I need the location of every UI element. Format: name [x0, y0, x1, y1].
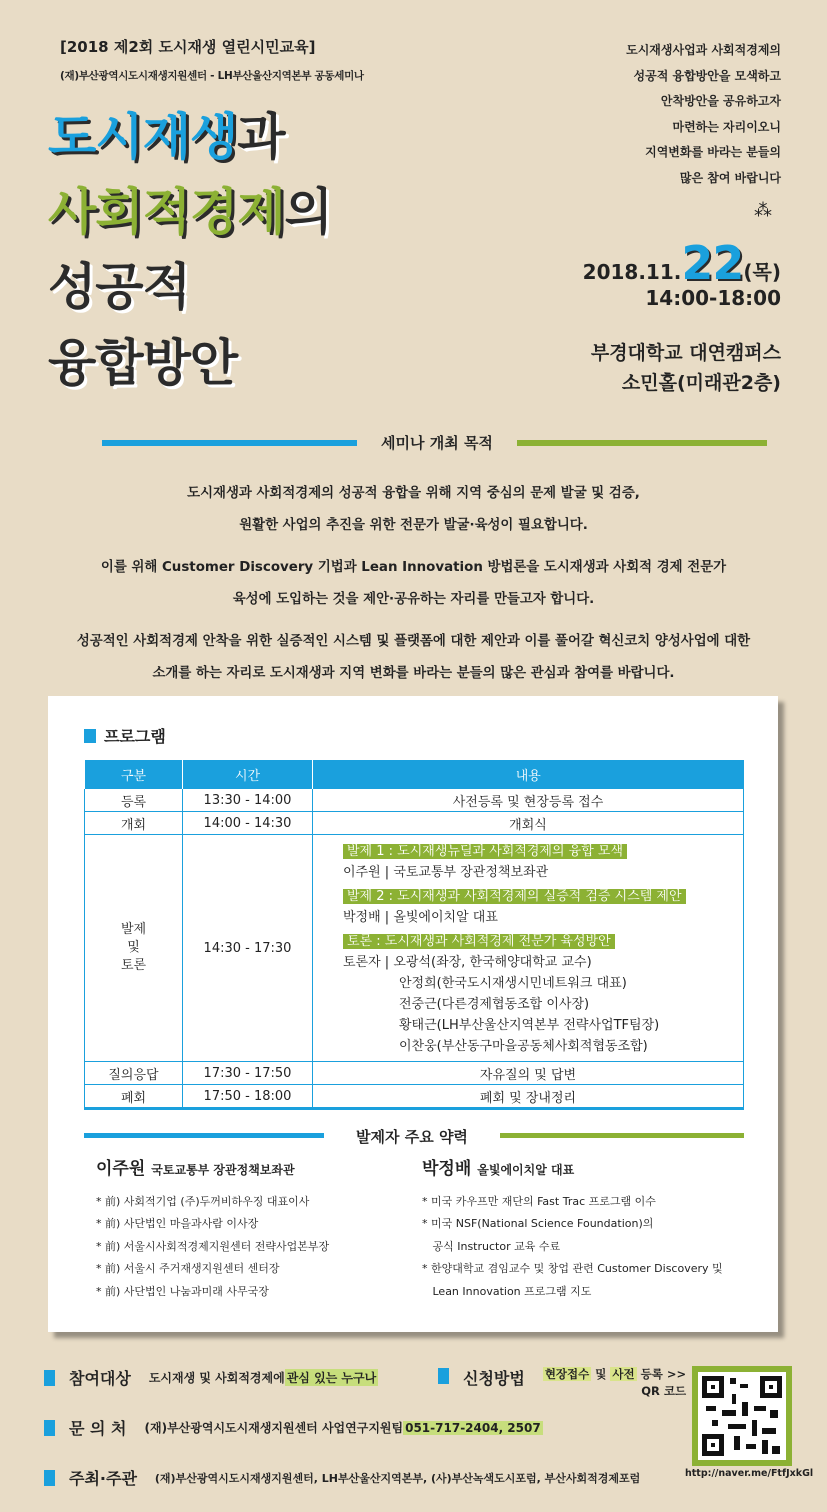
- event-venue: [591, 338, 781, 398]
- apply-row: [438, 1366, 686, 1400]
- event-time: 14:00-18:00: [645, 286, 781, 310]
- table-row: [85, 835, 744, 1062]
- speaker-name: 박정배: [422, 1159, 472, 1179]
- title-line-2: [48, 183, 332, 241]
- table-row: [85, 812, 744, 835]
- bio-item: Lean Innovation 프로그램 지도: [422, 1284, 592, 1298]
- speaker-left: [96, 1158, 329, 1303]
- purpose-section-title: 세미나 개최 목적: [381, 434, 493, 452]
- square-bullet-icon: [44, 1370, 55, 1386]
- purpose-paragraph: [40, 478, 787, 542]
- title-line-1: [48, 108, 285, 166]
- contact-label: 문 의 처: [69, 1419, 127, 1438]
- section-line: 및: [127, 940, 140, 955]
- section-cell: 폐회: [85, 1085, 183, 1109]
- organizers-line: (재)부산광역시도시재생지원센터 - LH부산울산지역본부 공동세미나: [60, 70, 364, 82]
- purpose-line: 안착방안을 공유하고자: [660, 94, 781, 108]
- event-date: [583, 236, 781, 290]
- purpose-paragraph: [40, 552, 787, 616]
- bio-item: * 한양대학교 겸임교수 및 창업 관련 Customer Discovery 및: [422, 1262, 723, 1275]
- program-card: [48, 696, 778, 1332]
- title-and: 과: [237, 108, 285, 166]
- section-cell: 등록: [85, 789, 183, 812]
- square-bullet-icon: [44, 1470, 55, 1486]
- bio-item: * 미국 카우프만 재단의 Fast Trac 프로그램 이수: [422, 1194, 656, 1208]
- speakers-divider-blue: [84, 1133, 324, 1138]
- title-line-3: 성공적: [48, 258, 190, 316]
- purpose-summary: [541, 38, 781, 191]
- panelist: 안정희(한국도시재생시민네트워크 대표): [399, 976, 627, 991]
- square-bullet-icon: [438, 1368, 449, 1384]
- title-line-4: 융합방안: [48, 334, 238, 392]
- time-cell: 17:30 - 17:50: [183, 1062, 313, 1085]
- table-row: [85, 1062, 744, 1085]
- column-header: 시간: [183, 760, 313, 789]
- purpose-line: 마련하는 자리이오니: [672, 119, 781, 134]
- purpose-line: 성공적 융합방안을 모색하고: [633, 68, 781, 83]
- host-text: (재)부산광역시도시재생지원센터, LH부산울산지역본부, (사)부산녹색도시포럼, 부산사회적경제포럼: [154, 1471, 641, 1485]
- content-cell: 폐회 및 장내정리: [313, 1085, 744, 1109]
- table-row: [85, 789, 744, 812]
- program-table: [84, 760, 744, 1110]
- paragraph-line: 성공적인 사회적경제 안착을 위한 실증적인 시스템 및 플랫폼에 대한 제안과 이를 풀어갈 혁신코치 양성사업에 대한: [76, 634, 751, 649]
- table-row: [85, 1085, 744, 1109]
- section-divider-blue: [102, 440, 357, 446]
- apply-register: 등록 >>: [636, 1367, 687, 1381]
- title-urban-regeneration: 도시재생: [48, 108, 238, 166]
- speakers-title: 발제자 주요 약력: [356, 1128, 468, 1146]
- speaker-role: 국토교통부 장관정책보좌관: [151, 1163, 295, 1177]
- panel-moderator: 토론자 | 오광석(좌장, 한국해양대학교 교수): [343, 955, 592, 970]
- host-row: [44, 1466, 640, 1489]
- bio-item: * 前) 사단법인 나눔과미래 사무국장: [96, 1284, 269, 1298]
- apply-pre: 사전: [612, 1367, 635, 1381]
- time-cell: 13:30 - 14:00: [183, 789, 313, 812]
- content-cell: 자유질의 및 답변: [313, 1062, 744, 1085]
- table-header-row: [85, 760, 744, 789]
- speaker-right: [422, 1158, 723, 1303]
- section-line: 토론: [120, 958, 147, 973]
- target-highlight: 관심 있는 누구나: [286, 1371, 377, 1385]
- target-text: 도시재생 및 사회적경제에: [148, 1371, 285, 1385]
- speakers-divider-green: [500, 1133, 744, 1138]
- date-prefix: 2018.11.: [582, 260, 682, 284]
- bio-item: * 前) 사회적기업 (주)두꺼비하우징 대표이사: [96, 1194, 310, 1208]
- purpose-line: 많은 참여 바랍니다: [679, 170, 781, 185]
- section-cell: 개회: [85, 812, 183, 835]
- program-heading-label: 프로그램: [104, 727, 166, 746]
- contact-phone: 051-717-2404, 2507: [405, 1420, 541, 1435]
- purpose-paragraph: [40, 626, 787, 690]
- talk1-speaker: 이주원 | 국토교통부 장관정책보좌관: [343, 865, 549, 880]
- paragraph-line: 육성에 도입하는 것을 제안·공유하는 자리를 만들고자 합니다.: [232, 592, 595, 607]
- panelist: 황태근(LH부산울산지역본부 전략사업TF팀장): [399, 1018, 660, 1033]
- time-cell: 14:00 - 14:30: [183, 812, 313, 835]
- paragraph-line: 도시재생과 사회적경제의 성공적 융합을 위해 지역 중심의 문제 발굴 및 검증,: [187, 486, 640, 501]
- section-cell: [85, 835, 183, 1062]
- talk2-speaker: 박정배 | 올빛에이치알 대표: [343, 910, 498, 925]
- contact-row: [44, 1416, 543, 1439]
- asterisk-icon: ⁂: [754, 200, 772, 221]
- panelist: 이찬웅(부산동구마을공동체사회적협동조합): [399, 1039, 648, 1054]
- speaker-role: 올빛에이치알 대표: [477, 1163, 575, 1177]
- apply-label: 신청방법: [463, 1369, 525, 1388]
- date-day: 22: [681, 236, 744, 290]
- time-cell: 17:50 - 18:00: [183, 1085, 313, 1109]
- content-cell: 개회식: [313, 812, 744, 835]
- title-social-economy: 사회적경제: [48, 183, 285, 241]
- section-line: 발제: [120, 922, 147, 937]
- content-cell: 사전등록 및 현장등록 접수: [313, 789, 744, 812]
- discussion-title: 토론 : 도시재생과 사회적경제 전문가 육성방안: [343, 934, 615, 949]
- bio-item: * 前) 서울시 주거재생지원센터 센터장: [96, 1262, 280, 1275]
- paragraph-line: 원활한 사업의 추진을 위한 전문가 발굴·육성이 필요합니다.: [239, 518, 588, 533]
- bio-item: 공식 Instructor 교육 수료: [422, 1239, 561, 1253]
- program-heading: [84, 724, 166, 747]
- qr-url[interactable]: http://naver.me/FtfJxkGl: [685, 1468, 814, 1479]
- square-bullet-icon: [84, 729, 96, 743]
- paragraph-line: 이를 위해 Customer Discovery 기법과 Lean Innovation 방법론을 도시재생과 사회적 경제 전문가: [100, 560, 727, 575]
- speaker-name: 이주원: [96, 1159, 146, 1179]
- apply-and: 및: [591, 1367, 611, 1381]
- column-header: 내용: [313, 760, 744, 789]
- apply-qr-label: QR 코드: [641, 1384, 687, 1398]
- apply-text: [543, 1366, 686, 1400]
- time-cell: 14:30 - 17:30: [183, 835, 313, 1062]
- date-weekday: (목): [743, 260, 781, 284]
- contact-text: (재)부산광역시도시재생지원센터 사업연구지원팀: [144, 1421, 404, 1435]
- apply-onsite: 현장접수: [544, 1367, 590, 1381]
- bio-item: * 前) 서울시사회적경제지원센터 전략사업본부장: [96, 1239, 330, 1253]
- bio-item: * 前) 사단법인 마을과사람 이사장: [96, 1217, 259, 1230]
- venue-line-1: 부경대학교 대연캠퍼스: [590, 342, 781, 364]
- talk1-title: 발제 1 : 도시재생뉴딜과 사회적경제의 융합 모색: [343, 844, 627, 859]
- paragraph-line: 소개를 하는 자리로 도시재생과 지역 변화를 바라는 분들의 많은 관심과 참여를 바랍니다.: [152, 666, 675, 681]
- section-cell: 질의응답: [85, 1062, 183, 1085]
- host-label: 주최·주관: [69, 1469, 137, 1488]
- talk2-title: 발제 2 : 도시재생과 사회적경제의 실증적 검증 시스템 제안: [343, 889, 686, 904]
- venue-line-2: 소민홀(미래관2층): [621, 372, 781, 394]
- qr-code-icon[interactable]: [692, 1366, 792, 1466]
- panelist: 전중근(다른경제협동조합 이사장): [399, 997, 590, 1012]
- title-of: 의: [284, 183, 332, 241]
- column-header: 구분: [85, 760, 183, 789]
- event-tag: [2018 제2회 도시재생 열린시민교육]: [60, 38, 316, 56]
- purpose-line: 도시재생사업과 사회적경제의: [626, 43, 781, 57]
- purpose-paragraphs: [40, 478, 787, 700]
- bio-item: * 미국 NSF(National Science Foundation)의: [422, 1217, 654, 1230]
- section-divider-green: [517, 440, 767, 446]
- content-cell: [313, 835, 744, 1062]
- target-row: [44, 1366, 378, 1389]
- square-bullet-icon: [44, 1420, 55, 1436]
- target-label: 참여대상: [69, 1369, 131, 1388]
- purpose-line: 지역변화를 바라는 분들의: [645, 145, 781, 159]
